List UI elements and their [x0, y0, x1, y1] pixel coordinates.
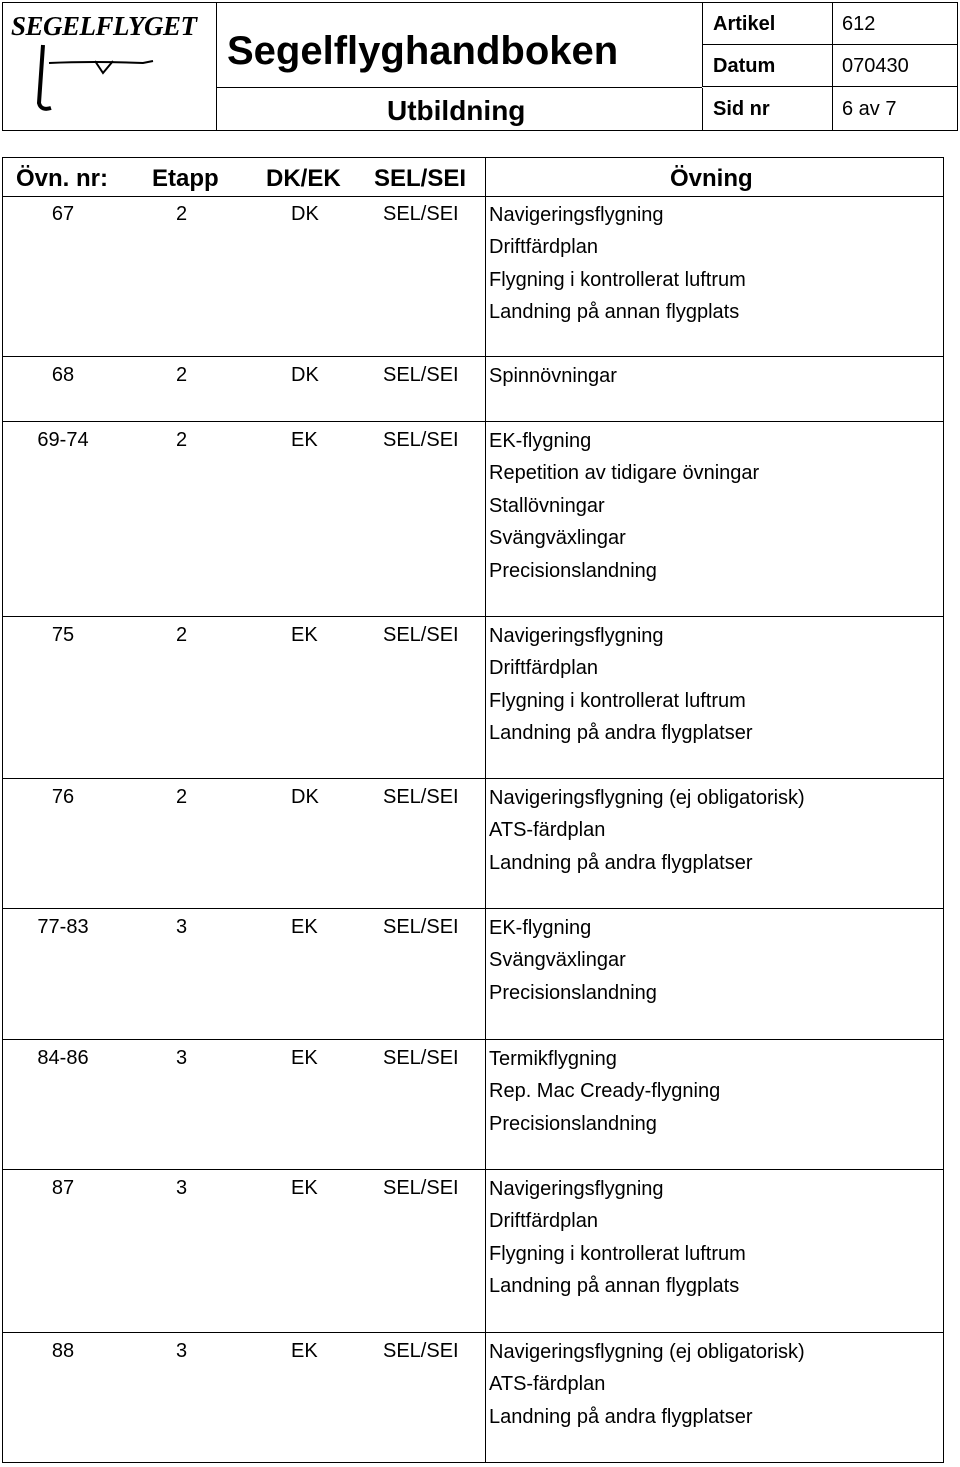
- meta-divider: [832, 3, 833, 130]
- exercise-number: 68: [51, 364, 75, 386]
- exercise-number: 67: [51, 203, 75, 225]
- exercise-item: ATS-färdplan: [489, 819, 606, 842]
- exercise-item: Navigeringsflygning: [489, 204, 664, 226]
- table-row: [3, 422, 943, 617]
- exercise-list: [489, 620, 753, 750]
- dkek-value: DK: [291, 203, 319, 225]
- sel-value: SEL/SEI: [383, 786, 459, 808]
- table-row: [3, 909, 943, 1040]
- exercise-item: Flygning i kontrollerat luftrum: [489, 1242, 746, 1265]
- meta-label: Datum: [713, 55, 776, 77]
- sel-value: SEL/SEI: [383, 364, 459, 386]
- exercise-list: [489, 425, 759, 587]
- exercise-item: Driftfärdplan: [489, 1210, 598, 1233]
- exercise-item: Navigeringsflygning: [489, 625, 664, 647]
- exercise-item: Precisionslandning: [489, 981, 657, 1004]
- column-header-dkek: DK/EK: [266, 165, 341, 192]
- sel-value: SEL/SEI: [383, 1177, 459, 1199]
- exercise-item: Termikflygning: [489, 1048, 617, 1070]
- column-header-etapp: Etapp: [152, 165, 219, 192]
- exercise-table: [2, 157, 944, 1463]
- exercise-item: Svängväxlingar: [489, 949, 626, 972]
- exercise-item: Precisionslandning: [489, 559, 657, 582]
- logo: [3, 3, 217, 130]
- meta-row-sidnr: [702, 88, 957, 130]
- dkek-value: EK: [291, 916, 318, 938]
- stage-value: 2: [176, 364, 188, 386]
- header-divider: [216, 87, 702, 88]
- dkek-value: EK: [291, 1177, 318, 1199]
- meta-value: 070430: [842, 55, 909, 77]
- table-row: [3, 357, 943, 422]
- sel-value: SEL/SEI: [383, 429, 459, 451]
- exercise-item: Landning på andra flygplatser: [489, 1405, 753, 1428]
- exercise-item: Driftfärdplan: [489, 657, 598, 680]
- exercise-list: [489, 1043, 720, 1140]
- stage-value: 2: [176, 429, 188, 451]
- exercise-item: Precisionslandning: [489, 1112, 657, 1135]
- column-header-nr: Övn. nr:: [16, 165, 109, 192]
- exercise-number: 69-74: [37, 429, 89, 451]
- stage-value: 3: [176, 1177, 188, 1199]
- dkek-value: EK: [291, 624, 318, 646]
- exercise-item: Navigeringsflygning (ej obligatorisk): [489, 787, 805, 809]
- exercise-item: Stallövningar: [489, 494, 605, 517]
- exercise-item: Spinnövningar: [489, 365, 617, 387]
- exercise-item: Landning på andra flygplatser: [489, 851, 753, 874]
- sel-value: SEL/SEI: [383, 1340, 459, 1362]
- meta-row-artikel: [702, 3, 957, 45]
- exercise-number: 87: [51, 1177, 75, 1199]
- table-row: [3, 1040, 943, 1170]
- dkek-value: EK: [291, 429, 318, 451]
- meta-value: 6 av 7: [842, 98, 897, 120]
- meta-value: 612: [842, 13, 876, 35]
- meta-label: Sid nr: [713, 98, 770, 120]
- exercise-item: Svängväxlingar: [489, 527, 626, 550]
- meta-row-datum: [702, 45, 957, 87]
- exercise-number: 84-86: [37, 1047, 89, 1069]
- table-row: [3, 1170, 943, 1333]
- stage-value: 3: [176, 916, 188, 938]
- exercise-list: [489, 199, 746, 329]
- sel-value: SEL/SEI: [383, 1047, 459, 1069]
- sel-value: SEL/SEI: [383, 203, 459, 225]
- exercise-number: 75: [51, 624, 75, 646]
- sel-value: SEL/SEI: [383, 916, 459, 938]
- stage-value: 2: [176, 624, 188, 646]
- exercise-list: [489, 782, 805, 879]
- exercise-list: [489, 1336, 805, 1433]
- exercise-item: Driftfärdplan: [489, 236, 598, 259]
- exercise-item: Repetition av tidigare övningar: [489, 462, 760, 485]
- logo-text: SEGELFLYGET: [11, 11, 197, 41]
- page-title: Segelflyghandboken: [227, 29, 619, 73]
- exercise-number: 88: [51, 1340, 75, 1362]
- exercise-number: 76: [51, 786, 75, 808]
- exercise-item: Rep. Mac Cready-flygning: [489, 1080, 721, 1103]
- dkek-value: EK: [291, 1340, 318, 1362]
- exercise-number: 77-83: [37, 916, 89, 938]
- table-row: [3, 1333, 943, 1462]
- sel-value: SEL/SEI: [383, 624, 459, 646]
- page-subtitle: Utbildning: [387, 95, 526, 126]
- exercise-list: [489, 1173, 746, 1303]
- exercise-item: ATS-färdplan: [489, 1373, 606, 1396]
- exercise-item: Navigeringsflygning (ej obligatorisk): [489, 1341, 805, 1363]
- exercise-list: [489, 360, 617, 392]
- stage-value: 2: [176, 203, 188, 225]
- table-row: [3, 779, 943, 909]
- dkek-value: EK: [291, 1047, 318, 1069]
- table-row: [3, 196, 943, 357]
- meta-box: [702, 3, 957, 130]
- stage-value: 3: [176, 1047, 188, 1069]
- document-header: [2, 2, 958, 131]
- exercise-item: Flygning i kontrollerat luftrum: [489, 689, 746, 712]
- exercise-item: EK-flygning: [489, 430, 592, 452]
- dkek-value: DK: [291, 786, 319, 808]
- stage-value: 2: [176, 786, 188, 808]
- exercise-item: Landning på annan flygplats: [489, 301, 740, 324]
- exercise-item: Landning på annan flygplats: [489, 1275, 740, 1298]
- table-row: [3, 617, 943, 779]
- exercise-item: Landning på andra flygplatser: [489, 722, 753, 745]
- exercise-item: Navigeringsflygning: [489, 1178, 664, 1200]
- exercise-item: Flygning i kontrollerat luftrum: [489, 268, 746, 291]
- dkek-value: DK: [291, 364, 319, 386]
- stage-value: 3: [176, 1340, 188, 1362]
- exercise-item: EK-flygning: [489, 917, 592, 939]
- exercise-list: [489, 912, 657, 1009]
- table-header: [3, 158, 943, 197]
- meta-label: Artikel: [713, 13, 776, 35]
- column-header-ovning: Övning: [670, 165, 753, 192]
- column-header-sel: SEL/SEI: [374, 165, 467, 192]
